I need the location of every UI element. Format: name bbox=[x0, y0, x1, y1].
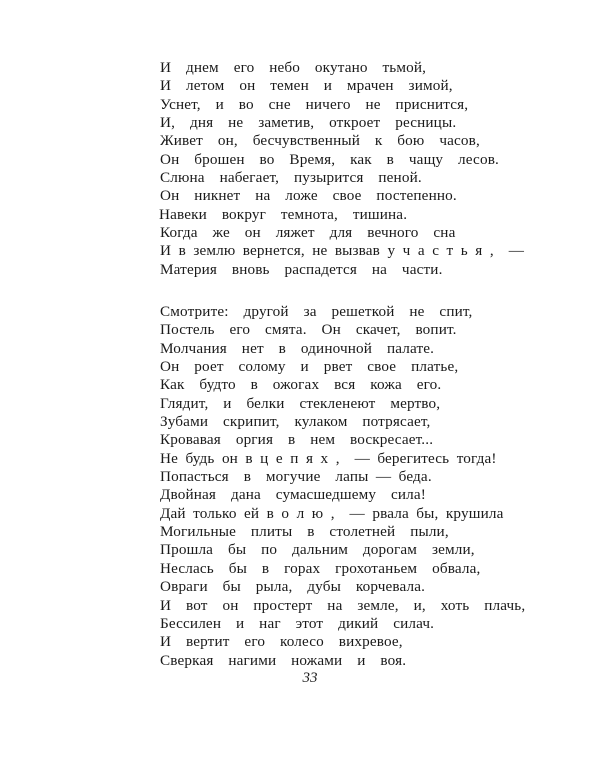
verse-line: И летом он темен и мрачен зимой, bbox=[160, 77, 453, 95]
verse-line: Он роет солому и рвет свое платье, bbox=[160, 358, 459, 376]
verse-line: Слюна набегает, пузырится пеной. bbox=[160, 169, 422, 187]
verse-line: Уснет, и во сне ничего не приснится, bbox=[160, 95, 469, 113]
verse-line: Как будто в ожогах вся кожа его. bbox=[160, 376, 442, 394]
verse-line: Овраги бы рыла, дубы корчевала. bbox=[160, 578, 426, 596]
verse-line: Бессилен и наг этот дикий силач. bbox=[160, 614, 435, 632]
verse-line: Живет он, бесчувственный к бою часов, bbox=[160, 132, 480, 150]
verse-line: Он никнет на ложе свое постепенно. bbox=[160, 187, 457, 205]
verse-line: Сверкая нагими ножами и воя. bbox=[160, 651, 407, 669]
stanza-1 bbox=[159, 59, 525, 279]
verse-line: Зубами скрипит, кулаком потрясает, bbox=[160, 413, 431, 431]
verse-line: Могильные плиты в столетней пыли, bbox=[160, 523, 449, 541]
verse-line: Навеки вокруг темнота, тишина. bbox=[159, 205, 408, 223]
verse-line: Когда же он ляжет для вечного сна bbox=[160, 224, 456, 242]
verse-line: Прошла бы по дальним дорогам земли, bbox=[160, 541, 475, 559]
verse-line: И вот он простерт на земле, и, хоть плачь, bbox=[160, 596, 526, 614]
verse-line: И днем его небо окутано тьмой, bbox=[160, 59, 427, 76]
verse-line: И в землю вернется, не вызвав у ч а с т ь я , — bbox=[160, 242, 525, 260]
verse-line: Материя вновь распадется на части. bbox=[160, 260, 443, 278]
stanza-2 bbox=[160, 303, 526, 670]
verse-line: Неслась бы в горах грохотаньем обвала, bbox=[160, 559, 481, 577]
verse-line: Постель его смята. Он скачет, вопит. bbox=[160, 321, 457, 339]
verse-line: Не будь он в ц е п я х , — берегитесь тогда! bbox=[160, 449, 497, 467]
verse-line: Смотрите: другой за решеткой не спит, bbox=[160, 303, 473, 320]
verse-line: Глядит, и белки стекленеют мертво, bbox=[160, 394, 441, 412]
verse-line: И, дня не заметив, откроет ресницы. bbox=[160, 114, 457, 132]
verse-line: Молчания нет в одиночной палате. bbox=[160, 339, 435, 357]
verse-line: Попасться в могучие лапы — беда. bbox=[160, 468, 432, 486]
verse-line: Он брошен во Время, как в чащу лесов. bbox=[160, 150, 499, 168]
verse-line: Кровавая оргия в нем воскресает... bbox=[160, 431, 434, 449]
page-number: 33 bbox=[302, 670, 318, 686]
verse-line: Двойная дана сумасшедшему сила! bbox=[160, 486, 426, 504]
verse-line: Дай только ей в о л ю , — рвала бы, крушила bbox=[160, 504, 504, 522]
verse-line: И вертит его колесо вихревое, bbox=[160, 633, 403, 651]
